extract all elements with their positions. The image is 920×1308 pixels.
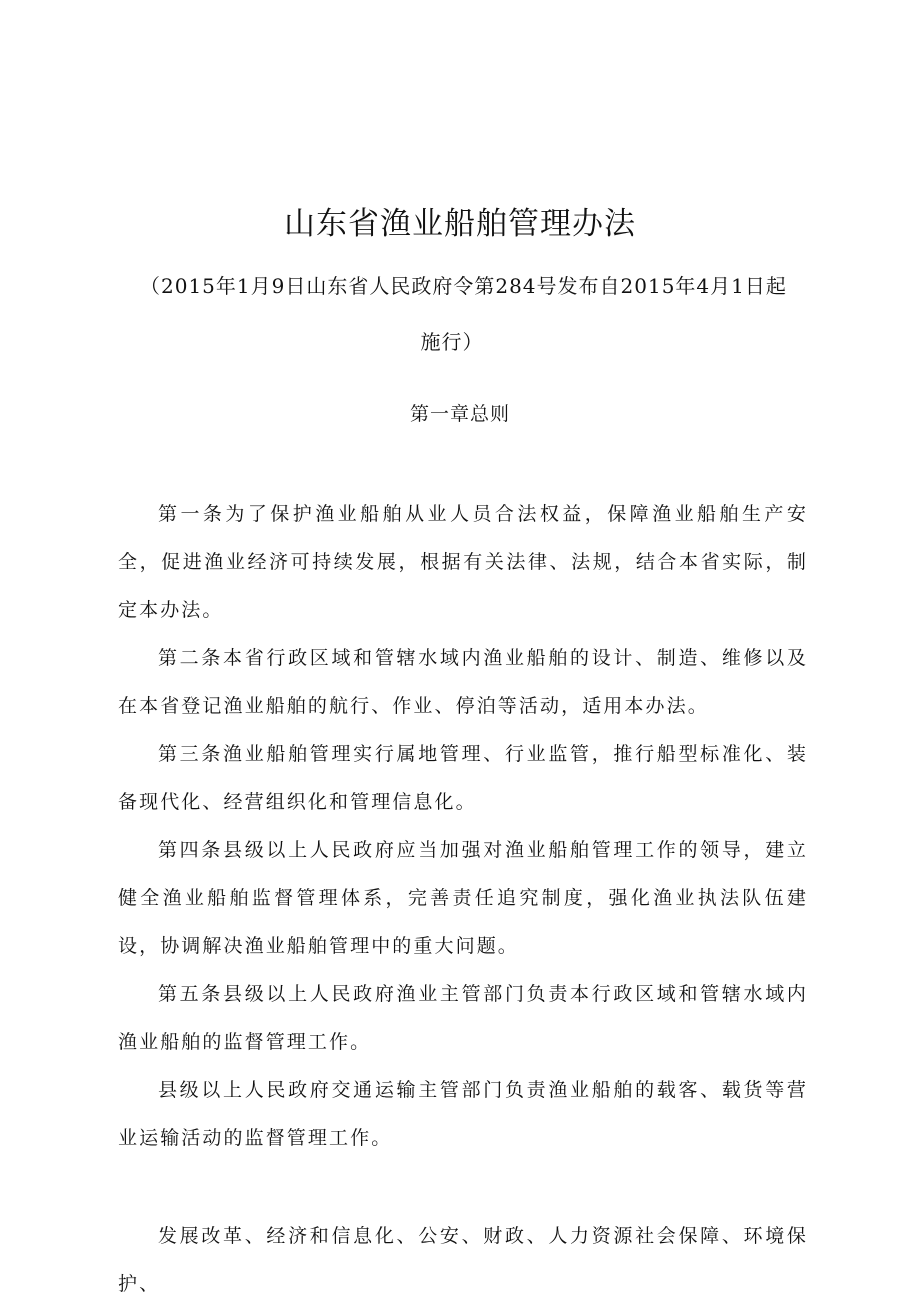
subtitle-line-1: （2015年1月9日山东省人民政府令第284号发布自2015年4月1日起 bbox=[140, 274, 787, 298]
article-2: 第二条本省行政区域和管辖水域内渔业船舶的设计、制造、维修以及在本省登记渔业船舶的航行、作业、停泊等活动，适用本办法。 bbox=[118, 647, 808, 717]
document-title: 山东省渔业船舶管理办法 bbox=[284, 206, 636, 242]
article-4: 第四条县级以上人民政府应当加强对渔业船舶管理工作的领导，建立健全渔业船舶监督管理体系，完善责任追究制度，强化渔业执法队伍建设，协调解决渔业船舶管理中的重大问题。 bbox=[118, 839, 808, 957]
article-5-clause-3: 发展改革、经济和信息化、公安、财政、人力资源社会保障、环境保护、 bbox=[118, 1225, 808, 1295]
document-subtitle bbox=[140, 258, 800, 370]
article-5: 第五条县级以上人民政府渔业主管部门负责本行政区域和管辖水域内渔业船舶的监督管理工作。 bbox=[118, 983, 808, 1053]
chapter-heading: 第一章总则 bbox=[409, 403, 510, 425]
subtitle-line-2: 施行） bbox=[420, 330, 484, 354]
article-5-clause-2: 县级以上人民政府交通运输主管部门负责渔业船舶的载客、载货等营业运输活动的监督管理工作。 bbox=[118, 1079, 808, 1149]
article-3: 第三条渔业船舶管理实行属地管理、行业监管，推行船型标准化、装备现代化、经营组织化和管理信息化。 bbox=[118, 743, 808, 813]
article-1: 第一条为了保护渔业船舶从业人员合法权益，保障渔业船舶生产安全，促进渔业经济可持续发展，根据有关法律、法规，结合本省实际，制定本办法。 bbox=[118, 503, 808, 621]
document-body bbox=[118, 490, 808, 1308]
